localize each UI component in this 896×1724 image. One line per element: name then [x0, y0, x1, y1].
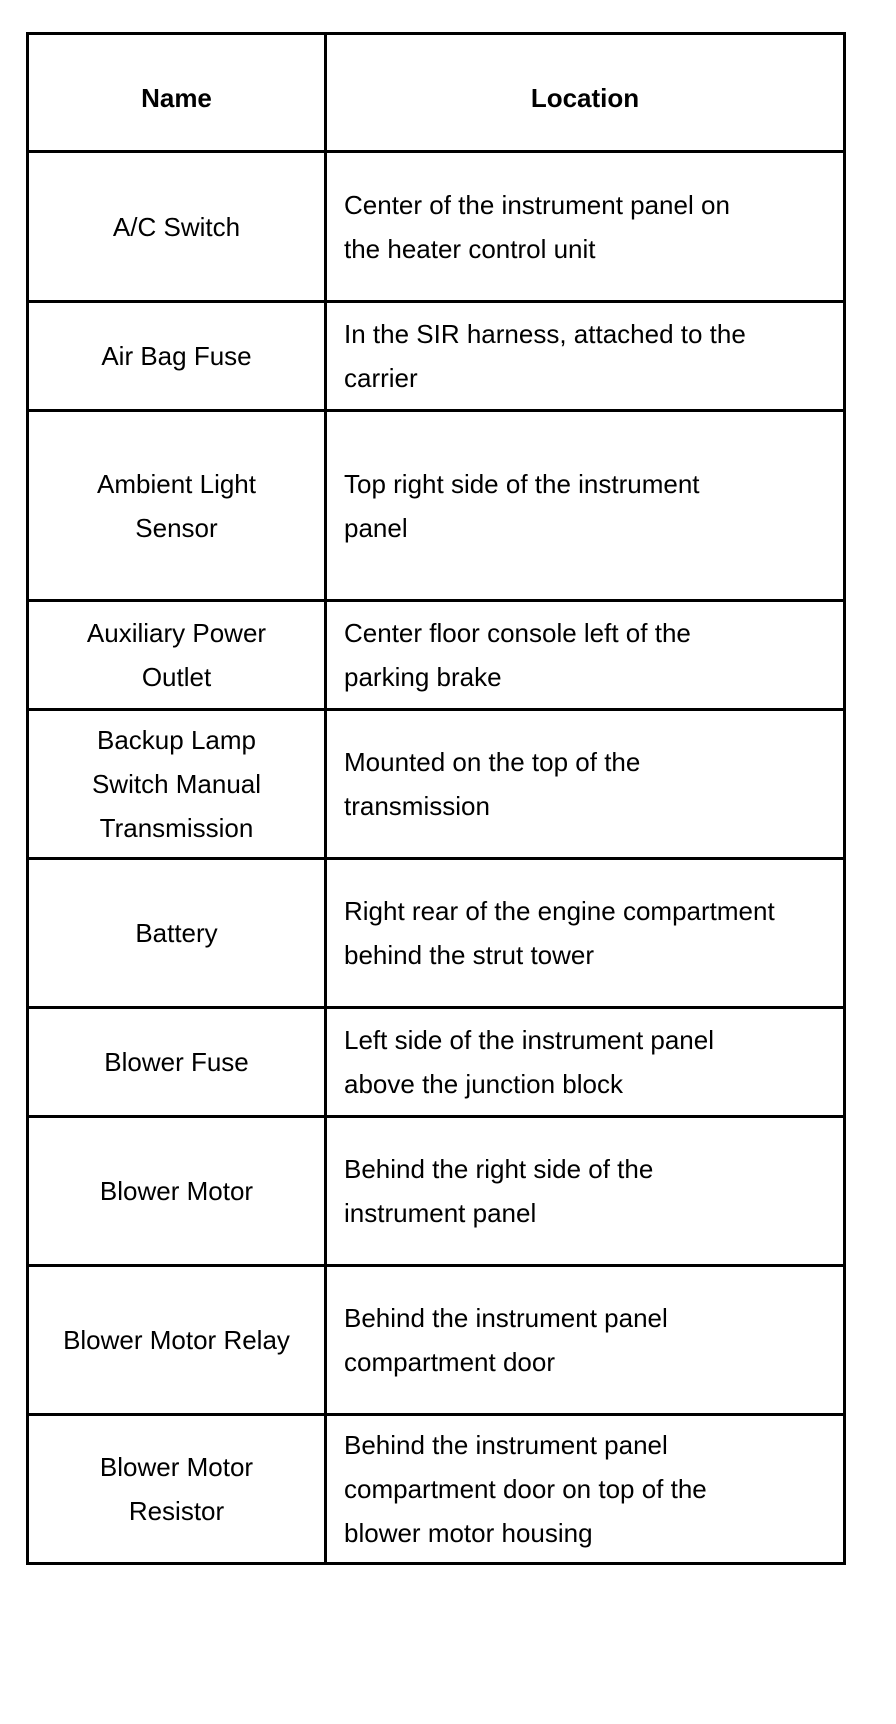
name-column-header: Name — [28, 34, 326, 152]
component-name: Backup Lamp Switch Manual Transmission — [91, 725, 262, 843]
component-location-cell — [326, 710, 845, 859]
component-name-cell — [28, 152, 326, 302]
table-row — [28, 411, 845, 601]
component-location-cell — [326, 411, 845, 601]
location-column-header: Location — [326, 34, 845, 152]
component-location-cell — [326, 601, 845, 710]
component-name-cell — [28, 601, 326, 710]
component-name: Blower Fuse — [104, 1047, 249, 1077]
table-row — [28, 302, 845, 411]
component-location-cell — [326, 859, 845, 1008]
component-name-cell — [28, 710, 326, 859]
component-location: Mounted on the top of the transmission — [344, 747, 641, 821]
component-location: Behind the instrument panel compartment door — [344, 1303, 668, 1377]
component-name: Battery — [135, 918, 218, 948]
component-location-cell — [326, 1008, 845, 1117]
component-location-cell — [326, 302, 845, 411]
table-row — [28, 859, 845, 1008]
component-name-cell — [28, 1117, 326, 1266]
table-row — [28, 1117, 845, 1266]
component-name: Blower Motor Resistor — [99, 1452, 254, 1526]
component-name: Ambient Light Sensor — [97, 468, 256, 543]
component-name-cell — [28, 1415, 326, 1564]
component-name: Auxiliary Power Outlet — [86, 618, 267, 692]
table-row — [28, 601, 845, 710]
component-name-cell — [28, 302, 326, 411]
component-location: Behind the right side of the instrument panel — [344, 1154, 654, 1228]
component-name: Air Bag Fuse — [101, 341, 252, 371]
table-row — [28, 710, 845, 859]
table-row — [28, 1266, 845, 1415]
component-name-cell — [28, 859, 326, 1008]
component-name-cell — [28, 1266, 326, 1415]
component-location: Top right side of the instrument panel — [344, 468, 700, 543]
component-location: Behind the instrument panel compartment door on top of the blower motor housing — [344, 1430, 707, 1548]
component-name: A/C Switch — [112, 211, 241, 242]
component-location-cell — [326, 1415, 845, 1564]
component-location: Center floor console left of the parking brake — [344, 618, 691, 692]
component-name: Blower Motor Relay — [63, 1325, 290, 1355]
table-row — [28, 1415, 845, 1564]
component-location: Right rear of the engine compartment behind the strut tower — [344, 896, 775, 970]
component-location: In the SIR harness, attached to the carrier — [344, 319, 746, 393]
component-location-cell — [326, 1266, 845, 1415]
component-location: Center of the instrument panel on the heater control unit — [344, 189, 730, 264]
component-name: Blower Motor — [99, 1176, 254, 1206]
component-name-cell — [28, 411, 326, 601]
table-row — [28, 1008, 845, 1117]
component-location-table — [26, 32, 846, 1565]
component-location: Left side of the instrument panel above the junction block — [344, 1025, 715, 1099]
component-location-cell — [326, 1117, 845, 1266]
component-name-cell — [28, 1008, 326, 1117]
header-row — [28, 34, 845, 152]
component-location-cell — [326, 152, 845, 302]
table-row — [28, 152, 845, 302]
